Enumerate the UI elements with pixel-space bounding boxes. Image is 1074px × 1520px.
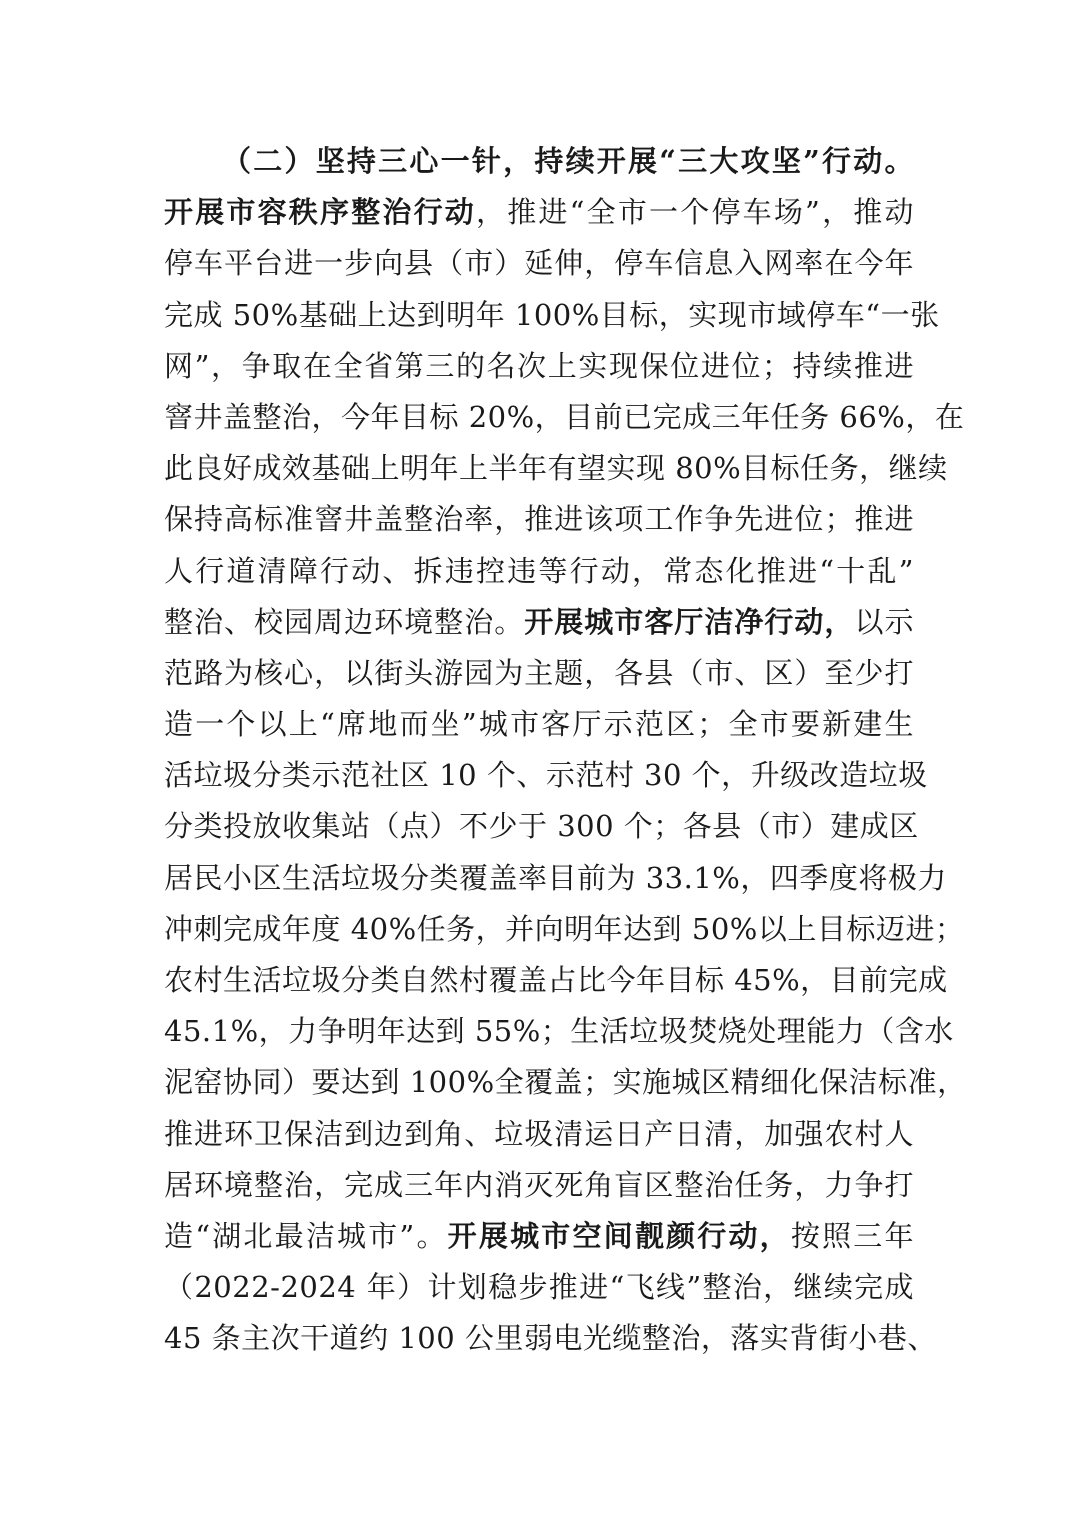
text-run: 造“湖北最洁城市”。 bbox=[164, 1218, 448, 1253]
text-line bbox=[164, 392, 965, 443]
text-run: 推进环卫保洁到边到角、垃圾清运日产日清，加强农村人 bbox=[164, 1116, 914, 1151]
text-run: ，推进“全市一个停车场”，推动 bbox=[476, 195, 914, 230]
text-line bbox=[164, 904, 965, 955]
text-line bbox=[164, 238, 914, 289]
text-run: 停车平台进一步向县（市）延伸，停车信息入网率在今年 bbox=[164, 246, 914, 281]
text-line bbox=[164, 443, 948, 494]
text-line bbox=[164, 187, 914, 238]
bold-run: 开展城市客厅洁净行动， bbox=[524, 604, 855, 639]
text-run: 居环境整治，完成三年内消灭死角盲区整治任务，力争打 bbox=[164, 1167, 914, 1202]
text-run: 完成 50%基础上达到明年 100%目标，实现市域停车“一张 bbox=[164, 297, 940, 332]
document-body bbox=[164, 136, 967, 1365]
text-line bbox=[164, 699, 914, 750]
text-line bbox=[164, 1262, 914, 1313]
bold-run: 开展市容秩序整治行动 bbox=[164, 195, 477, 230]
text-run: 人行道清障行动、拆违控违等行动，常态化推进“十乱” bbox=[164, 553, 914, 588]
text-line bbox=[164, 1313, 937, 1364]
text-run: 窨井盖整治，今年目标 20%，目前已完成三年任务 66%，在 bbox=[164, 399, 965, 434]
paragraph bbox=[164, 187, 967, 1364]
text-run: 按照三年 bbox=[790, 1218, 914, 1253]
text-run: 网”，争取在全省第三的名次上实现保位进位；持续推进 bbox=[164, 348, 914, 383]
text-run: 范路为核心，以街头游园为主题，各县（市、区）至少打 bbox=[164, 655, 914, 690]
text-line bbox=[164, 801, 919, 852]
text-line bbox=[164, 597, 914, 648]
text-run: 造一个以上“席地而坐”城市客厅示范区；全市要新建生 bbox=[164, 707, 914, 742]
text-line bbox=[164, 750, 928, 801]
text-run: 分类投放收集站（点）不少于 300 个；各县（市）建成区 bbox=[164, 809, 919, 844]
text-run: 整治、校园周边环境整治。 bbox=[164, 604, 525, 639]
text-run: 45 条主次干道约 100 公里弱电光缆整治，落实背街小巷、 bbox=[164, 1321, 937, 1356]
text-line bbox=[164, 1057, 967, 1108]
text-line bbox=[164, 341, 914, 392]
text-run: 冲刺完成年度 40%任务，并向明年达到 50%以上目标迈进； bbox=[164, 911, 965, 946]
text-line bbox=[164, 1109, 914, 1160]
text-line bbox=[164, 853, 947, 904]
text-line bbox=[164, 546, 914, 597]
text-line bbox=[164, 1160, 914, 1211]
text-line bbox=[164, 1006, 954, 1057]
text-run: 此良好成效基础上明年上半年有望实现 80%目标任务，继续 bbox=[164, 451, 948, 486]
text-line bbox=[164, 290, 940, 341]
text-run: 居民小区生活垃圾分类覆盖率目前为 33.1%，四季度将极力 bbox=[164, 860, 947, 895]
text-line bbox=[164, 1211, 914, 1262]
text-run: 45.1%，力争明年达到 55%；生活垃圾焚烧处理能力（含水 bbox=[164, 1014, 954, 1049]
text-run: 泥窑协同）要达到 100%全覆盖；实施城区精细化保洁标准， bbox=[164, 1065, 967, 1100]
text-run: 以示 bbox=[854, 604, 914, 639]
bold-run: 开展城市空间靓颜行动， bbox=[447, 1218, 791, 1253]
text-run: 农村生活垃圾分类自然村覆盖占比今年目标 45%，目前完成 bbox=[164, 963, 948, 997]
section-heading: （二）坚持三心一针，持续开展“三大攻坚”行动。 bbox=[222, 144, 914, 178]
text-line bbox=[164, 648, 914, 699]
text-run: 保持高标准窨井盖整治率，推进该项工作争先进位；推进 bbox=[164, 502, 914, 537]
text-line bbox=[164, 494, 914, 545]
text-line bbox=[164, 955, 948, 1006]
text-run: （2022-2024 年）计划稳步推进“飞线”整治，继续完成 bbox=[164, 1270, 914, 1305]
text-run: 活垃圾分类示范社区 10 个、示范村 30 个，升级改造垃圾 bbox=[164, 758, 928, 793]
